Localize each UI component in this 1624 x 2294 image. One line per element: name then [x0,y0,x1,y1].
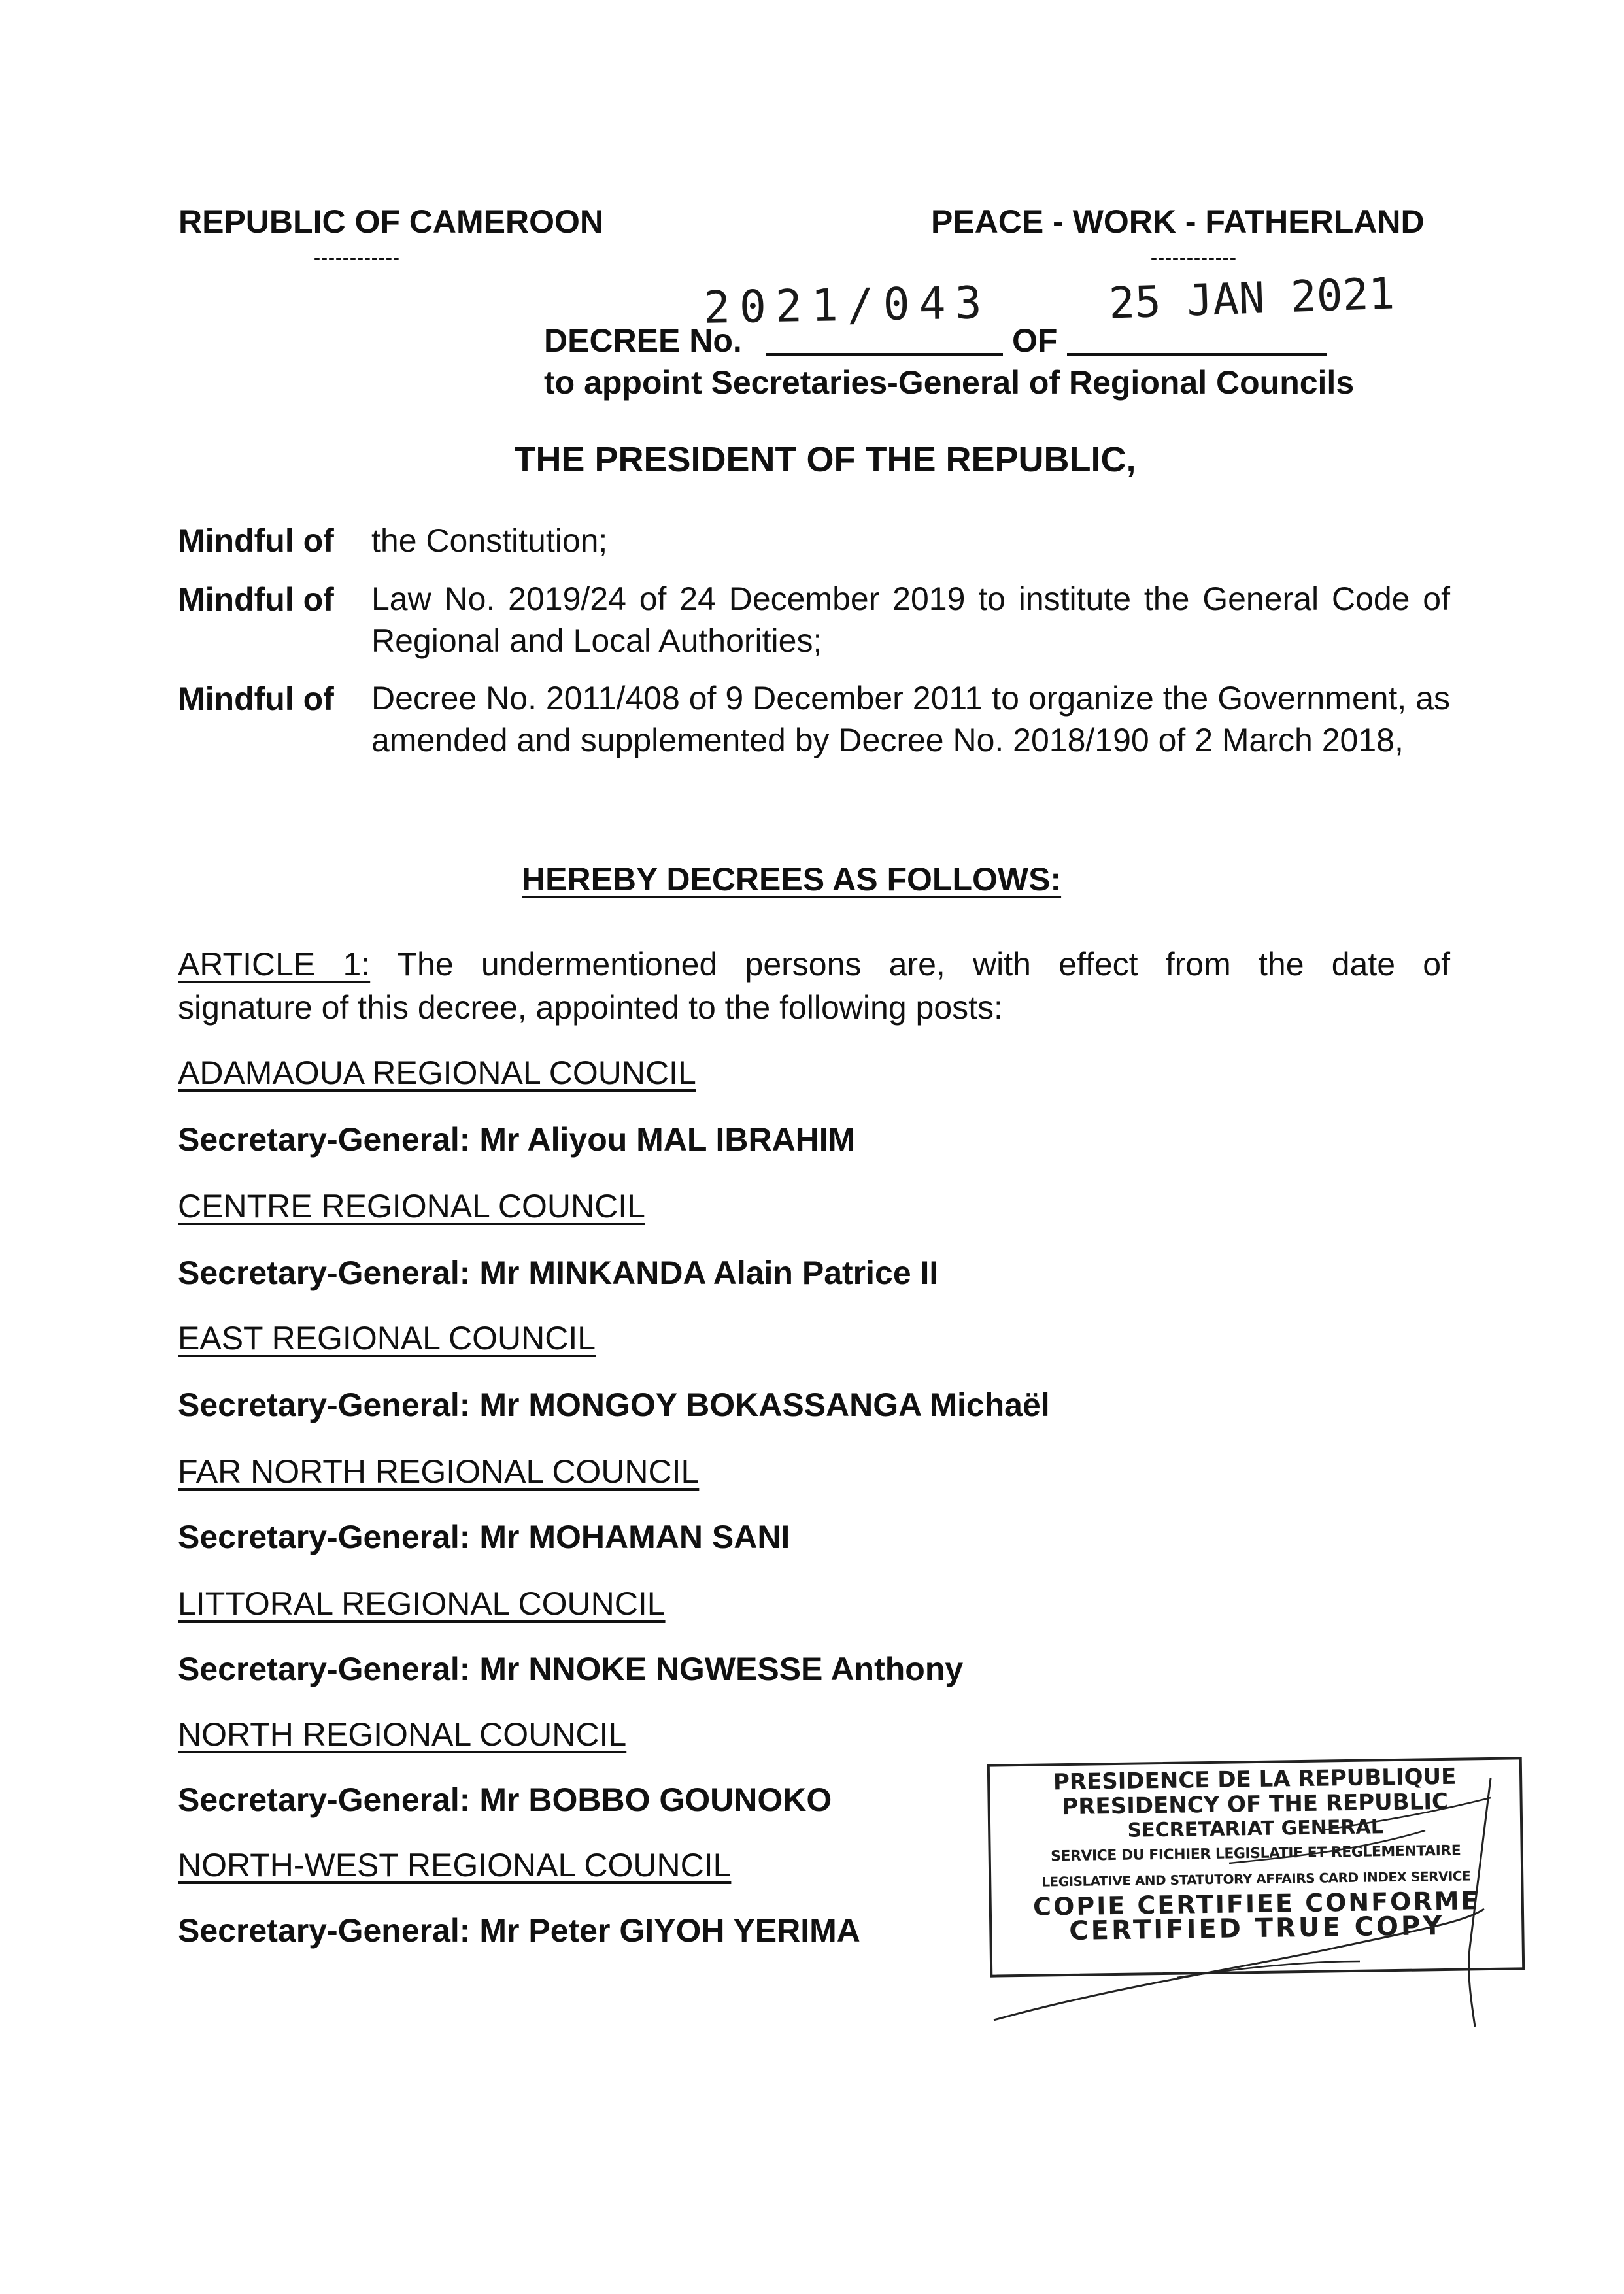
stamp-line: SECRETARIAT GENERAL [1127,1815,1384,1842]
council-heading: CENTRE REGIONAL COUNCIL [178,1188,645,1224]
stamp-line: LEGISLATIVE AND STATUTORY AFFAIRS CARD INDEX SERVICE [1041,1868,1471,1890]
decree-date-line [1067,353,1327,356]
secretary-general-appointee: Secretary-General: Mr MINKANDA Alain Patrice II [178,1255,939,1291]
mindful-text: the Constitution; [371,522,608,559]
decree-subject: to appoint Secretaries-General of Regional Councils [544,364,1355,401]
article-1-label: ARTICLE 1: [178,946,371,983]
secretary-general-appointee: Secretary-General: Mr Peter GIYOH YERIMA [178,1912,860,1949]
secretary-general-appointee: Secretary-General: Mr MONGOY BOKASSANGA Michaël [178,1387,1050,1423]
mindful-label: Mindful of [178,581,334,618]
article-1-second-line: signature of this decree, appointed to the following posts: [178,989,1003,1026]
council-heading: NORTH-WEST REGIONAL COUNCIL [178,1847,732,1883]
stamp-line: COPIE CERTIFIEE CONFORME [1032,1886,1480,1921]
mindful-label: Mindful of [178,522,334,559]
mindful-text: Decree No. 2011/408 of 9 December 2011 to organize the Government, as amended and supplemented by Decree No. 2018/190 of 2 March 2018, [371,680,1450,758]
stamp-line: CERTIFIED TRUE COPY [1069,1910,1445,1946]
country-underline-dashes: ------------ [314,247,400,269]
decree-date-stamp: 25 JAN 2021 [1108,268,1396,329]
secretary-general-appointee: Secretary-General: Mr BOBBO GOUNOKO [178,1781,832,1818]
decrees-heading: HEREBY DECREES AS FOLLOWS: [522,861,1062,898]
decree-label: DECREE No. [544,322,742,359]
secretary-general-appointee: Secretary-General: Mr MOHAMAN SANI [178,1519,790,1555]
motto-underline-dashes: ------------ [1151,247,1237,269]
signature-scribble [968,1752,1543,2040]
stamp-line: PRESIDENCY OF THE REPUBLIC [1062,1788,1449,1821]
country-heading: REPUBLIC OF CAMEROON [178,203,603,240]
council-heading: FAR NORTH REGIONAL COUNCIL [178,1453,700,1490]
motto-heading: PEACE - WORK - FATHERLAND [931,203,1425,240]
president-line: THE PRESIDENT OF THE REPUBLIC, [514,440,1136,479]
council-heading: NORTH REGIONAL COUNCIL [178,1716,627,1753]
article-1-text: The undermentioned persons are, with effect from the date of [397,946,1450,983]
decree-number-handwritten: 2021/043 [703,277,992,334]
mindful-label: Mindful of [178,681,334,717]
mindful-text: Law No. 2019/24 of 24 December 2019 to institute the General Code of Regional and Local Authorities; [371,581,1450,659]
council-heading: LITTORAL REGIONAL COUNCIL [178,1585,666,1622]
secretary-general-appointee: Secretary-General: Mr Aliyou MAL IBRAHIM [178,1121,856,1158]
article-1-first-line [178,943,1450,986]
council-heading: EAST REGIONAL COUNCIL [178,1320,596,1357]
stamp-line: PRESIDENCE DE LA REPUBLIQUE [1053,1763,1457,1796]
secretary-general-appointee: Secretary-General: Mr NNOKE NGWESSE Anthony [178,1651,964,1687]
council-heading: ADAMAOUA REGIONAL COUNCIL [178,1054,696,1091]
decree-number-line [766,353,1003,356]
stamp-line: SERVICE DU FICHIER LEGISLATIF ET REGLEMENTAIRE [1050,1842,1461,1865]
decree-of-label: OF [1012,322,1058,359]
